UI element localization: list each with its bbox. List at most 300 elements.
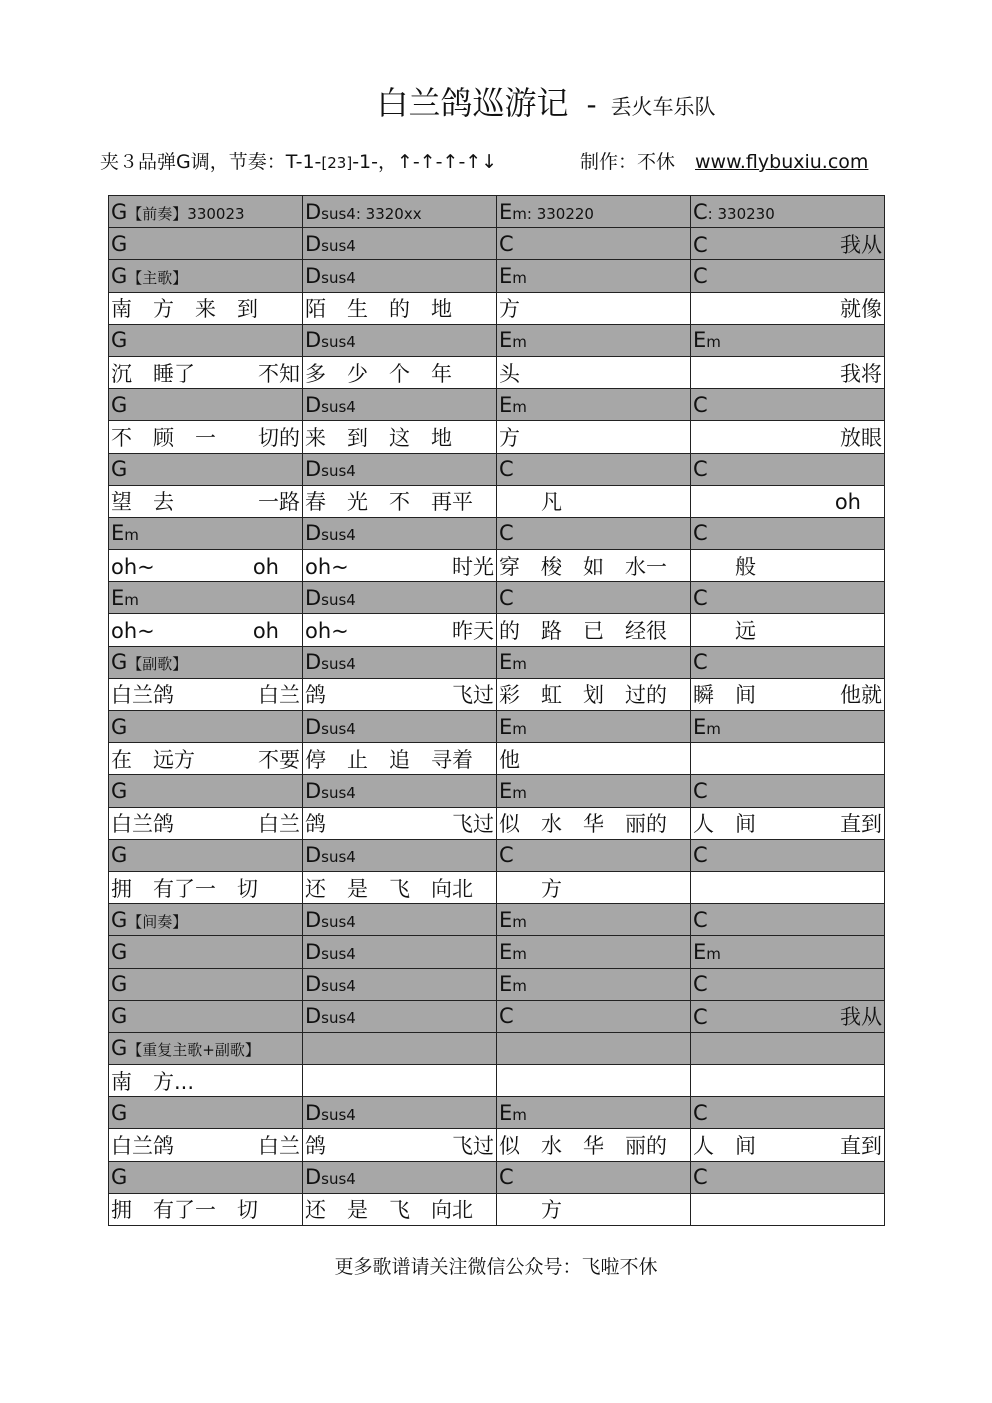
lyric-text: 方	[499, 876, 562, 901]
chord-row	[109, 228, 885, 260]
chord-cell	[497, 775, 691, 807]
chord-cell	[109, 453, 303, 485]
lyric-cell	[109, 807, 303, 839]
chord-suffix: m	[512, 944, 527, 963]
chord-name	[693, 328, 721, 352]
song-title: 白兰鸽巡游记	[376, 84, 569, 122]
lyric-lead-in: oh	[252, 554, 300, 579]
lyric-text: 鸽	[305, 1134, 326, 1159]
chord-root: C	[693, 585, 708, 610]
chord-cell	[691, 453, 885, 485]
lyric-lead-in: 直到	[840, 1134, 882, 1159]
chord-suffix: sus4	[321, 719, 356, 738]
chord-cell	[691, 839, 885, 871]
chord-name	[305, 1004, 356, 1028]
lyric-text: 凡	[499, 490, 562, 515]
lyric-cell	[109, 485, 303, 517]
lyric-row	[109, 678, 885, 710]
lyric-text: 不 顾 一	[111, 425, 237, 450]
lyric-text: 他	[499, 747, 520, 772]
lyric-text: 瞬 间	[693, 683, 756, 708]
chord-suffix: m	[512, 783, 527, 802]
chord-cell	[109, 904, 303, 936]
lyric-text: 白兰鸽	[111, 812, 174, 837]
lyric-text: 头	[499, 361, 520, 386]
chord-name	[111, 457, 127, 481]
lyric-text: 望 去	[111, 490, 174, 515]
chord-root: G	[111, 392, 128, 417]
chord-cell	[109, 936, 303, 968]
lyric-row	[109, 485, 885, 517]
chord-row	[109, 517, 885, 549]
chord-name	[305, 1101, 356, 1125]
lyric-text: 多 少 个 年	[305, 361, 452, 386]
chord-name	[111, 1165, 127, 1189]
chord-name	[305, 200, 422, 224]
chord-cell	[303, 324, 497, 356]
chord-name	[305, 328, 356, 352]
chord-cell	[497, 324, 691, 356]
lyric-text: 还 是 飞 向北	[305, 876, 473, 901]
chord-root: E	[499, 1100, 513, 1125]
chord-row	[109, 196, 885, 228]
lyric-cell	[691, 550, 885, 582]
lyric-lead-in: 不知	[258, 361, 300, 386]
chord-root: D	[305, 972, 322, 997]
lyric-cell	[303, 485, 497, 517]
chord-cell	[497, 936, 691, 968]
chord-cell	[691, 196, 885, 228]
chord-suffix: sus4	[321, 1105, 356, 1124]
chord-cell	[497, 839, 691, 871]
lyric-text: 南 方...	[111, 1069, 195, 1094]
chord-name	[305, 779, 356, 803]
chord-cell	[109, 1032, 303, 1064]
lyric-cell	[497, 871, 691, 903]
chord-cell	[691, 260, 885, 292]
chord-cell	[691, 389, 885, 421]
chord-name	[693, 940, 721, 964]
chord-root: D	[305, 650, 322, 675]
chord-suffix: sus4	[321, 236, 356, 255]
chord-name	[693, 908, 708, 932]
title-dash: -	[586, 88, 597, 121]
chord-suffix: m	[124, 526, 139, 545]
chord-name	[693, 200, 775, 224]
lyric-cell	[303, 743, 497, 775]
lyric-lead-in: oh	[834, 490, 882, 515]
lyric-cell	[497, 614, 691, 646]
chord-suffix: m	[706, 944, 721, 963]
lyric-text: 春 光 不 再平	[305, 490, 473, 515]
chord-suffix: m	[512, 912, 527, 931]
chord-cell	[109, 228, 303, 260]
website-link[interactable]: www.flybuxiu.com	[695, 151, 869, 173]
chord-name	[305, 232, 356, 256]
chord-suffix: sus4	[321, 526, 356, 545]
chord-name	[111, 908, 187, 932]
lyric-cell	[497, 550, 691, 582]
chord-root: G	[111, 1100, 128, 1125]
chord-row	[109, 582, 885, 614]
chord-suffix: m	[512, 333, 527, 352]
lyric-cell	[497, 807, 691, 839]
chord-root: G	[111, 650, 128, 675]
chord-suffix: : 330230	[707, 204, 775, 223]
chord-name	[111, 972, 127, 996]
lyric-row	[109, 356, 885, 388]
lyric-cell	[109, 614, 303, 646]
lyric-row	[109, 1129, 885, 1161]
chord-cell	[691, 646, 885, 678]
chord-name	[499, 940, 527, 964]
chord-root: C	[499, 521, 514, 546]
chord-name	[499, 715, 527, 739]
chord-cell	[109, 582, 303, 614]
chord-cell	[303, 260, 497, 292]
chord-root: E	[499, 714, 513, 739]
chord-suffix: sus4	[321, 462, 356, 481]
lyric-row	[109, 550, 885, 582]
chord-name	[111, 264, 187, 288]
chord-root: C	[499, 1004, 514, 1029]
chord-name	[111, 200, 245, 224]
chord-name	[305, 715, 356, 739]
chord-name	[305, 393, 356, 417]
chord-root: D	[305, 714, 322, 739]
chord-suffix: m	[512, 397, 527, 416]
lyric-cell	[691, 871, 885, 903]
chord-name	[111, 586, 139, 610]
chord-name	[111, 843, 127, 867]
chord-cell	[497, 904, 691, 936]
lyric-lead-in: 白兰	[258, 1134, 300, 1159]
lyric-cell	[691, 292, 885, 324]
chord-row	[109, 453, 885, 485]
lyric-text: 穿 梭 如 水一	[499, 554, 667, 579]
lyric-lead-in: oh	[252, 619, 300, 644]
chord-name	[499, 393, 527, 417]
chord-root: E	[693, 714, 707, 739]
meta-prefix: 夹３品弹G调，节奏：T-1-	[100, 151, 322, 173]
chord-root: C	[693, 521, 708, 546]
lyric-cell	[109, 550, 303, 582]
chord-row	[109, 324, 885, 356]
chord-suffix: sus4	[321, 590, 356, 609]
chord-row	[109, 1161, 885, 1193]
chord-cell	[497, 646, 691, 678]
chord-cell	[109, 196, 303, 228]
lyric-cell	[303, 1193, 497, 1225]
lyric-text: 方	[499, 297, 520, 322]
chord-row	[109, 1097, 885, 1129]
chord-name	[111, 1004, 127, 1028]
chord-name	[693, 715, 721, 739]
chord-name	[499, 972, 527, 996]
chord-cell	[497, 1161, 691, 1193]
chord-name	[693, 1101, 708, 1125]
lyric-lead-in: 白兰	[258, 683, 300, 708]
chord-name	[693, 264, 708, 288]
lyric-text: 鸽	[305, 683, 326, 708]
chord-cell	[109, 775, 303, 807]
lyric-lead-in: 飞过	[452, 683, 494, 708]
chord-name	[305, 908, 356, 932]
chord-row	[109, 775, 885, 807]
lyric-row	[109, 743, 885, 775]
lyric-text: 彩 虹 划 过的	[499, 683, 667, 708]
chord-root: G	[111, 843, 128, 868]
chord-name	[305, 264, 356, 288]
lyric-lead-in: 就像	[840, 297, 882, 322]
lyric-cell	[497, 421, 691, 453]
chord-root: E	[499, 778, 513, 803]
chord-suffix: 【前奏】330023	[127, 204, 245, 223]
chord-root: C	[499, 1165, 514, 1190]
lyric-lead-in: 放眼	[840, 425, 882, 450]
chord-cell	[109, 839, 303, 871]
chord-cell	[109, 517, 303, 549]
chord-name	[111, 650, 187, 674]
lyric-lead-in: 飞过	[452, 1134, 494, 1159]
chord-suffix: m	[124, 590, 139, 609]
lyric-text: 停 止 追 寻着	[305, 747, 473, 772]
lyric-text: oh~	[305, 554, 349, 579]
chord-root: D	[305, 231, 322, 256]
song-header	[0, 78, 992, 124]
lyric-lead-in: 白兰	[258, 812, 300, 837]
lyric-cell	[303, 678, 497, 710]
lyric-cell	[303, 614, 497, 646]
chord-root: C	[693, 199, 708, 224]
chord-root: C	[499, 457, 514, 482]
chord-name	[693, 650, 708, 674]
lyric-cell	[691, 743, 885, 775]
chord-row	[109, 1032, 885, 1064]
chord-root: D	[305, 521, 322, 546]
chord-cell	[691, 228, 885, 260]
chord-cell	[109, 646, 303, 678]
lyric-cell	[691, 1129, 885, 1161]
lyric-text: 方	[499, 425, 520, 450]
chord-root: D	[305, 1165, 322, 1190]
lyric-row	[109, 421, 885, 453]
chord-cell	[691, 582, 885, 614]
meta-suffix: -1-，↑-↑-↑-↑↓	[352, 151, 498, 173]
chord-cell	[497, 196, 691, 228]
chord-root: E	[693, 328, 707, 353]
chord-cell	[303, 517, 497, 549]
chord-name	[111, 715, 127, 739]
chord-root: D	[305, 328, 322, 353]
lyric-cell	[497, 1065, 691, 1097]
lyric-cell	[691, 421, 885, 453]
chord-root: C	[693, 972, 708, 997]
lyric-text: 来 到 这 地	[305, 425, 452, 450]
chord-suffix: 【间奏】	[127, 912, 188, 931]
chord-suffix: m	[706, 719, 721, 738]
chord-cell	[497, 968, 691, 1000]
chord-name	[499, 232, 514, 256]
chord-root: D	[305, 939, 322, 964]
lyric-text: 的 路 已 经很	[499, 619, 667, 644]
chord-name	[499, 457, 514, 481]
chord-root: C	[693, 263, 708, 288]
chord-name	[693, 393, 708, 417]
chord-root: G	[111, 199, 128, 224]
chord-name	[305, 586, 356, 610]
lyric-text: 远	[693, 619, 756, 644]
chord-suffix: sus4	[321, 397, 356, 416]
chord-cell	[109, 389, 303, 421]
chord-root: E	[499, 650, 513, 675]
chord-cell	[303, 1000, 497, 1032]
chord-name	[693, 779, 708, 803]
chord-suffix: sus4	[321, 268, 356, 287]
lyric-cell	[497, 743, 691, 775]
lyric-cell	[303, 421, 497, 453]
chord-name	[693, 1165, 708, 1189]
lyric-lead-in: 我从	[840, 232, 882, 257]
lyric-cell	[691, 678, 885, 710]
chord-root: G	[111, 972, 128, 997]
lyric-cell	[109, 1193, 303, 1225]
lyric-cell	[691, 1065, 885, 1097]
chord-root: G	[111, 231, 128, 256]
chord-name	[305, 457, 356, 481]
chord-cell	[691, 775, 885, 807]
chord-name	[499, 521, 514, 545]
chord-root: E	[499, 199, 513, 224]
chord-row	[109, 968, 885, 1000]
chord-cell	[109, 711, 303, 743]
chord-suffix: m	[512, 268, 527, 287]
lyric-row	[109, 1065, 885, 1097]
chord-cell	[497, 582, 691, 614]
lyric-text: 似 水 华 丽的	[499, 812, 667, 837]
chord-name	[111, 328, 127, 352]
chord-suffix: 【重复主歌+副歌】	[127, 1041, 260, 1060]
lyric-text: oh~	[111, 619, 155, 644]
lyric-lead-in: 不要	[258, 747, 300, 772]
chord-root: D	[305, 585, 322, 610]
chord-suffix: sus4	[321, 848, 356, 867]
chord-row	[109, 646, 885, 678]
chord-name	[693, 457, 708, 481]
chord-cell	[691, 1000, 885, 1032]
chord-root: E	[499, 392, 513, 417]
lyric-lead-in: 他就	[840, 683, 882, 708]
chord-cell	[303, 582, 497, 614]
chord-name	[111, 940, 127, 964]
chord-cell	[691, 1161, 885, 1193]
chord-cell	[303, 936, 497, 968]
lyric-text: 般	[693, 554, 756, 579]
chord-name	[111, 1036, 260, 1060]
lyric-text: 白兰鸽	[111, 683, 174, 708]
lyric-cell	[109, 1065, 303, 1097]
chord-cell	[497, 389, 691, 421]
chord-root: E	[499, 939, 513, 964]
chord-cell	[109, 1097, 303, 1129]
chord-root: C	[693, 232, 708, 257]
lyric-cell	[497, 678, 691, 710]
chord-root: D	[305, 392, 322, 417]
lyric-text: 沉 睡了	[111, 361, 216, 386]
chord-cell	[109, 968, 303, 1000]
chord-root: G	[111, 328, 128, 353]
chord-name	[693, 1005, 708, 1029]
chord-suffix: m	[512, 977, 527, 996]
chord-root: C	[693, 1005, 708, 1030]
chord-cell	[109, 324, 303, 356]
chord-root: G	[111, 939, 128, 964]
chord-root: G	[111, 1036, 128, 1061]
chord-row	[109, 839, 885, 871]
lyric-cell	[109, 678, 303, 710]
chord-root: C	[499, 585, 514, 610]
chord-root: D	[305, 843, 322, 868]
chord-suffix: sus4	[321, 977, 356, 996]
lyric-row	[109, 614, 885, 646]
chord-name	[499, 650, 527, 674]
chord-name	[499, 328, 527, 352]
lyric-cell	[691, 485, 885, 517]
chord-cell	[497, 711, 691, 743]
artist-name: 丢火车乐队	[610, 95, 716, 119]
lyric-lead-in: 时光	[452, 554, 494, 579]
lyric-text: 拥 有了一 切	[111, 1198, 258, 1223]
chord-row	[109, 260, 885, 292]
lyric-cell	[497, 485, 691, 517]
chord-cell	[303, 839, 497, 871]
chord-root: D	[305, 1004, 322, 1029]
chord-root: G	[111, 1004, 128, 1029]
lyric-cell	[691, 614, 885, 646]
lyric-cell	[109, 292, 303, 324]
lyric-cell	[109, 743, 303, 775]
chord-root: D	[305, 457, 322, 482]
chord-name	[499, 779, 527, 803]
lyric-text: 还 是 飞 向北	[305, 1198, 473, 1223]
chord-cell	[109, 260, 303, 292]
chord-root: C	[693, 1165, 708, 1190]
lyric-cell	[303, 292, 497, 324]
lyric-lead-in: 我将	[840, 361, 882, 386]
chord-row	[109, 904, 885, 936]
chord-root: G	[111, 457, 128, 482]
lyric-lead-in: 昨天	[452, 619, 494, 644]
lyric-cell	[303, 1129, 497, 1161]
chord-name	[499, 1165, 514, 1189]
lyric-text: 拥 有了一 切	[111, 876, 258, 901]
lyric-text: oh~	[111, 554, 155, 579]
chord-suffix: sus4	[321, 944, 356, 963]
chord-suffix: m	[512, 655, 527, 674]
lyric-text: 在 远方	[111, 747, 195, 772]
chord-name	[693, 843, 708, 867]
chord-cell	[303, 775, 497, 807]
chord-name	[111, 393, 127, 417]
capo-rhythm-info	[100, 147, 497, 174]
chord-cell	[691, 904, 885, 936]
lyric-cell	[303, 807, 497, 839]
lyric-cell	[497, 292, 691, 324]
chord-suffix: sus4	[321, 783, 356, 802]
chord-cell	[303, 453, 497, 485]
chord-root: C	[499, 843, 514, 868]
lyric-text: 陌 生 的 地	[305, 297, 452, 322]
